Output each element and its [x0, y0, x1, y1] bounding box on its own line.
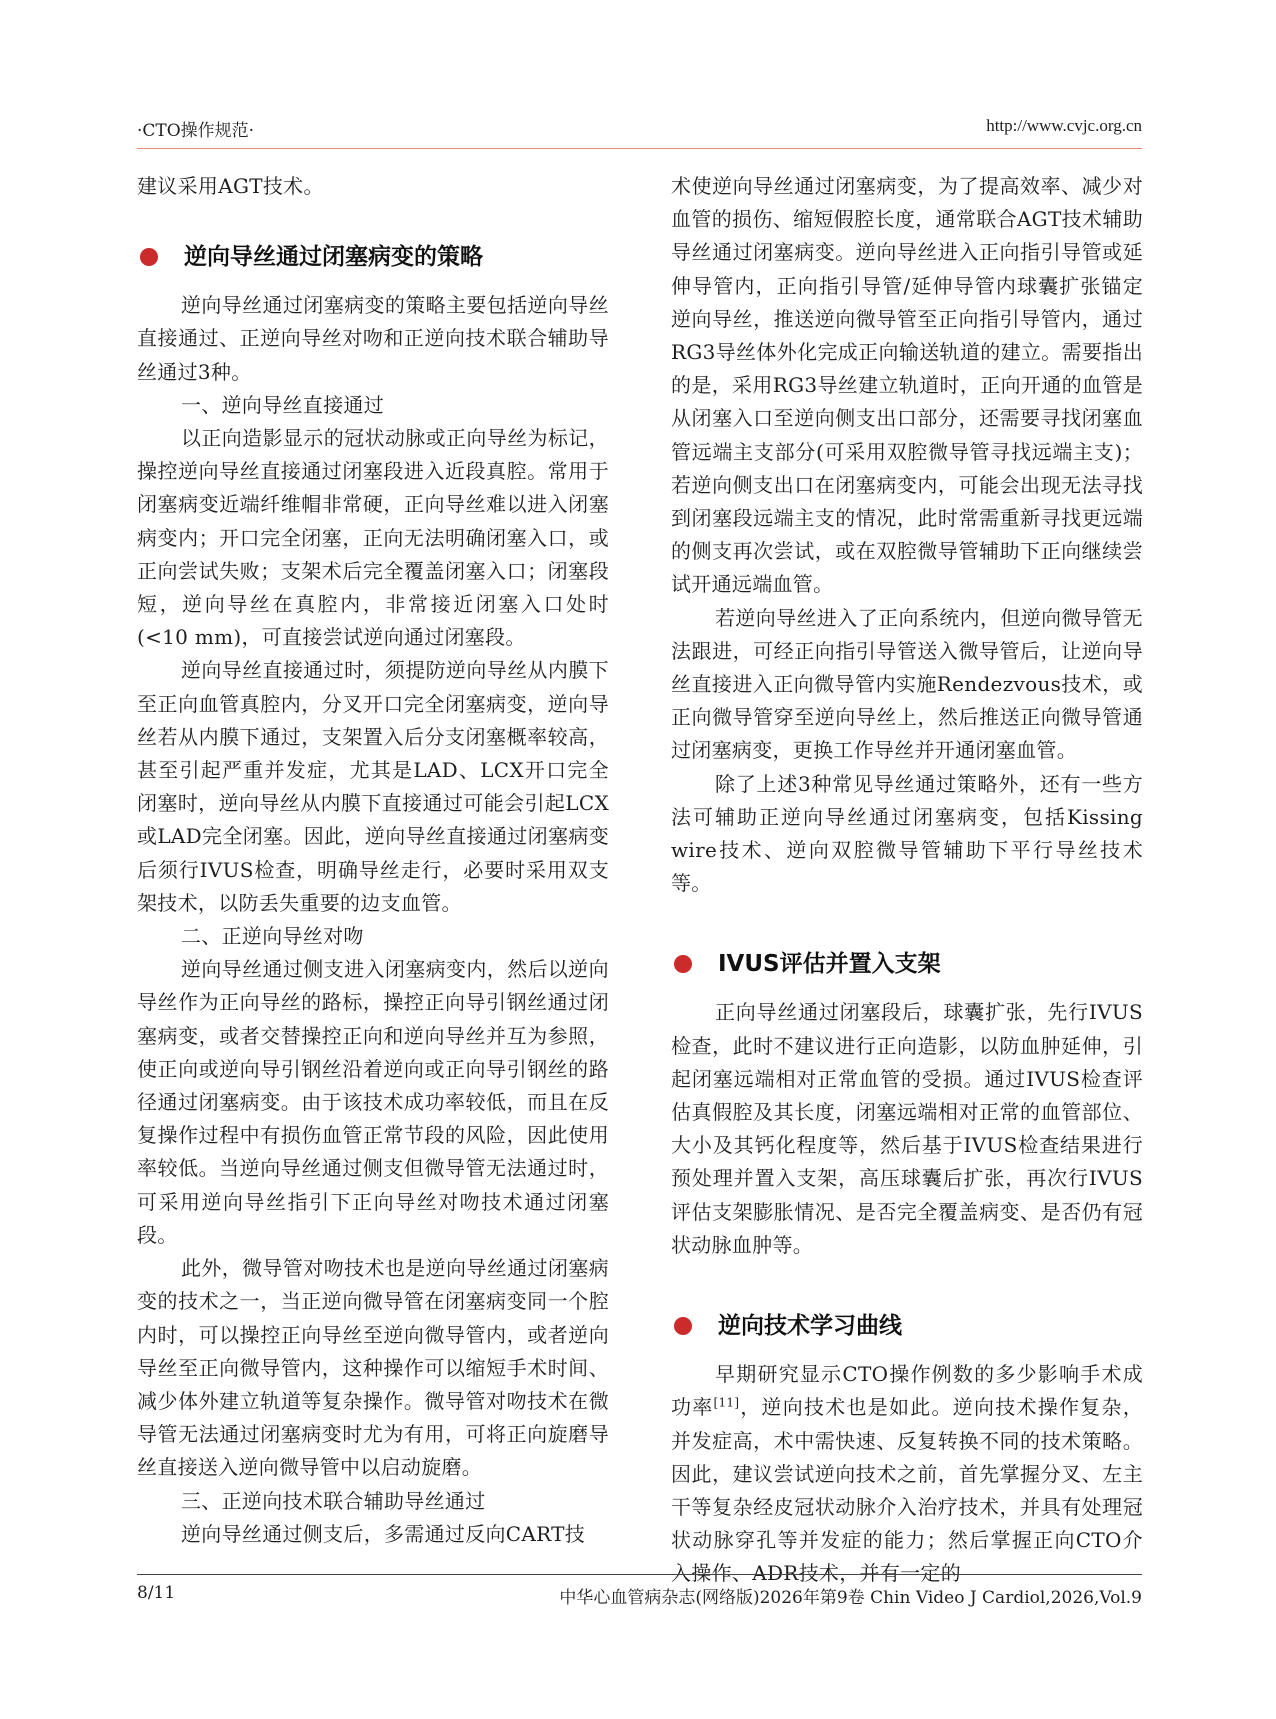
paragraph: 逆向导丝通过侧支进入闭塞病变内，然后以逆向导丝作为正向导丝的路标，操控正向导引钢丝通过闭塞病变，或者交替操控正向和逆向导丝并互为参照，使正向或逆向导引钢丝沿着逆向或正向导引钢丝的路径通过闭塞病变。由于该技术成功率较低，而且在反复操作过程中有损伤血管正常节段的风险，因此使用率较低。当逆向导丝通过侧支但微导管无法通过时，可采用逆向导丝指引下正向导丝对吻技术通过闭塞段。	[137, 957, 609, 1247]
paragraph: 逆向导丝直接通过时，须提防逆向导丝从内膜下至正向血管真腔内，分叉开口完全闭塞病变，逆向导丝若从内膜下通过，支架置入后分支闭塞概率较高，甚至引起严重并发症，尤其是LAD、LCX开口完全闭塞时，逆向导丝从内膜下直接通过可能会引起LCX或LAD完全闭塞。因此，逆向导丝直接通过闭塞病变后须行IVUS检查，明确导丝走行，必要时采用双支架技术，以防丢失重要的边支血管。	[137, 658, 609, 915]
subheading: 二、正逆向导丝对吻	[181, 924, 364, 949]
running-header-url: http://www.cvjc.org.cn	[986, 116, 1142, 135]
paragraph: 正向导丝通过闭塞段后，球囊扩张，先行IVUS检查，此时不建议进行正向造影，以防血肿延伸，引起闭塞远端相对正常血管的受损。通过IVUS检查评估真假腔及其长度，闭塞远端相对正常的血管部位、大小及其钙化程度等，然后基于IVUS检查结果进行预处理并置入支架，高压球囊后扩张，再次行IVUS评估支架膨胀情况、是否完全覆盖病变、是否仍有冠状动脉血肿等。	[671, 1000, 1143, 1257]
header-divider	[137, 148, 1142, 149]
paragraph: 除了上述3种常见导丝通过策略外，还有一些方法可辅助正逆向导丝通过闭塞病变，包括Kissing wire技术、逆向双腔微导管辅助下平行导丝技术等。	[671, 771, 1143, 896]
bullet-dot-icon	[674, 1317, 692, 1335]
page-number: 8/11	[137, 1583, 176, 1603]
paragraph-text: ，逆向技术也是如此。逆向技术操作复杂，并发症高，术中需快速、反复转换不同的技术策略。因此，建议尝试逆向技术之前，首先掌握分叉、左主干等复杂经皮冠状动脉介入治疗技术，并具有处理冠状动脉穿孔等并发症的能力；然后掌握正向CTO介入操作、ADR技术，并有一定的	[671, 1395, 1143, 1586]
paragraph: 若逆向导丝进入了正向系统内，但逆向微导管无法跟进，可经正向指引导管送入微导管后，让逆向导丝直接进入正向微导管内实施Rendezvous技术，或正向微导管穿至逆向导丝上，然后推送正向微导管通过闭塞病变，更换工作导丝并开通闭塞血管。	[671, 605, 1143, 763]
right-column	[671, 170, 1143, 1591]
left-column	[137, 170, 609, 1551]
citation-reference: [11]	[713, 1395, 740, 1410]
paragraph: 以正向造影显示的冠状动脉或正向导丝为标记，操控逆向导丝直接通过闭塞段进入近段真腔。常用于闭塞病变近端纤维帽非常硬，正向导丝难以进入闭塞病变内；开口完全闭塞，正向无法明确闭塞入口，或正向尝试失败；支架术后完全覆盖闭塞入口；闭塞段短，逆向导丝在真腔内，非常接近闭塞入口处时(<10 mm)，可直接尝试逆向通过闭塞段。	[137, 426, 609, 650]
paragraph: 逆向导丝通过侧支后，多需通过反向CART技	[181, 1521, 586, 1546]
bullet-dot-icon	[140, 248, 158, 266]
section-heading-text: IVUS评估并置入支架	[718, 951, 941, 978]
running-header-section: ·CTO操作规范·	[137, 121, 255, 141]
section-heading	[671, 1294, 1143, 1358]
paragraph-text: 早期研究显示CTO操作例数的多少影响手术成功率	[671, 1362, 1143, 1420]
subheading: 三、正逆向技术联合辅助导丝通过	[181, 1488, 486, 1513]
paragraph: 术使逆向导丝通过闭塞病变，为了提高效率、减少对血管的损伤、缩短假腔长度，通常联合AGT技术辅助导丝通过闭塞病变。逆向导丝进入正向指引导管或延伸导管内，正向指引导管/延伸导管内球囊扩张锚定逆向导丝，推送逆向微导管至正向指引导管内，通过RG3导丝体外化完成正向输送轨道的建立。需要指出的是，采用RG3导丝建立轨道时，正向开通的血管是从闭塞入口至逆向侧支出口部分，还需要寻找闭塞血管远端主支部分(可采用双腔微导管寻找远端主支)；若逆向侧支出口在闭塞病变内，可能会出现无法寻找到闭塞段远端主支的情况，此时常需重新寻找更远端的侧支再次尝试，或在双腔微导管辅助下正向继续尝试开通远端血管。	[671, 174, 1143, 597]
paragraph	[671, 1358, 1143, 1590]
section-heading-text: 逆向导丝通过闭塞病变的策略	[184, 244, 483, 271]
section-heading	[671, 932, 1143, 996]
paragraph: 逆向导丝通过闭塞病变的策略主要包括逆向导丝直接通过、正逆向导丝对吻和正逆向技术联合辅助导丝通过3种。	[137, 293, 609, 384]
paragraph: 此外，微导管对吻技术也是逆向导丝通过闭塞病变的技术之一，当正逆向微导管在闭塞病变同一个腔内时，可以操控正向导丝至逆向微导管内，或者逆向导丝至正向微导管内，这种操作可以缩短手术时间、减少体外建立轨道等复杂操作。微导管对吻技术在微导管无法通过闭塞病变时尤为有用，可将正向旋磨导丝直接送入逆向微导管中以启动旋磨。	[137, 1256, 609, 1480]
subheading: 一、逆向导丝直接通过	[181, 392, 384, 417]
bullet-dot-icon	[674, 955, 692, 973]
footer-divider	[137, 1574, 1142, 1575]
journal-citation: 中华心血管病杂志(网络版)2026年第9卷 Chin Video J Cardiol,2026,Vol.9	[559, 1588, 1142, 1608]
section-heading	[137, 225, 609, 289]
paragraph: 建议采用AGT技术。	[137, 174, 324, 198]
section-heading-text: 逆向技术学习曲线	[718, 1313, 902, 1340]
